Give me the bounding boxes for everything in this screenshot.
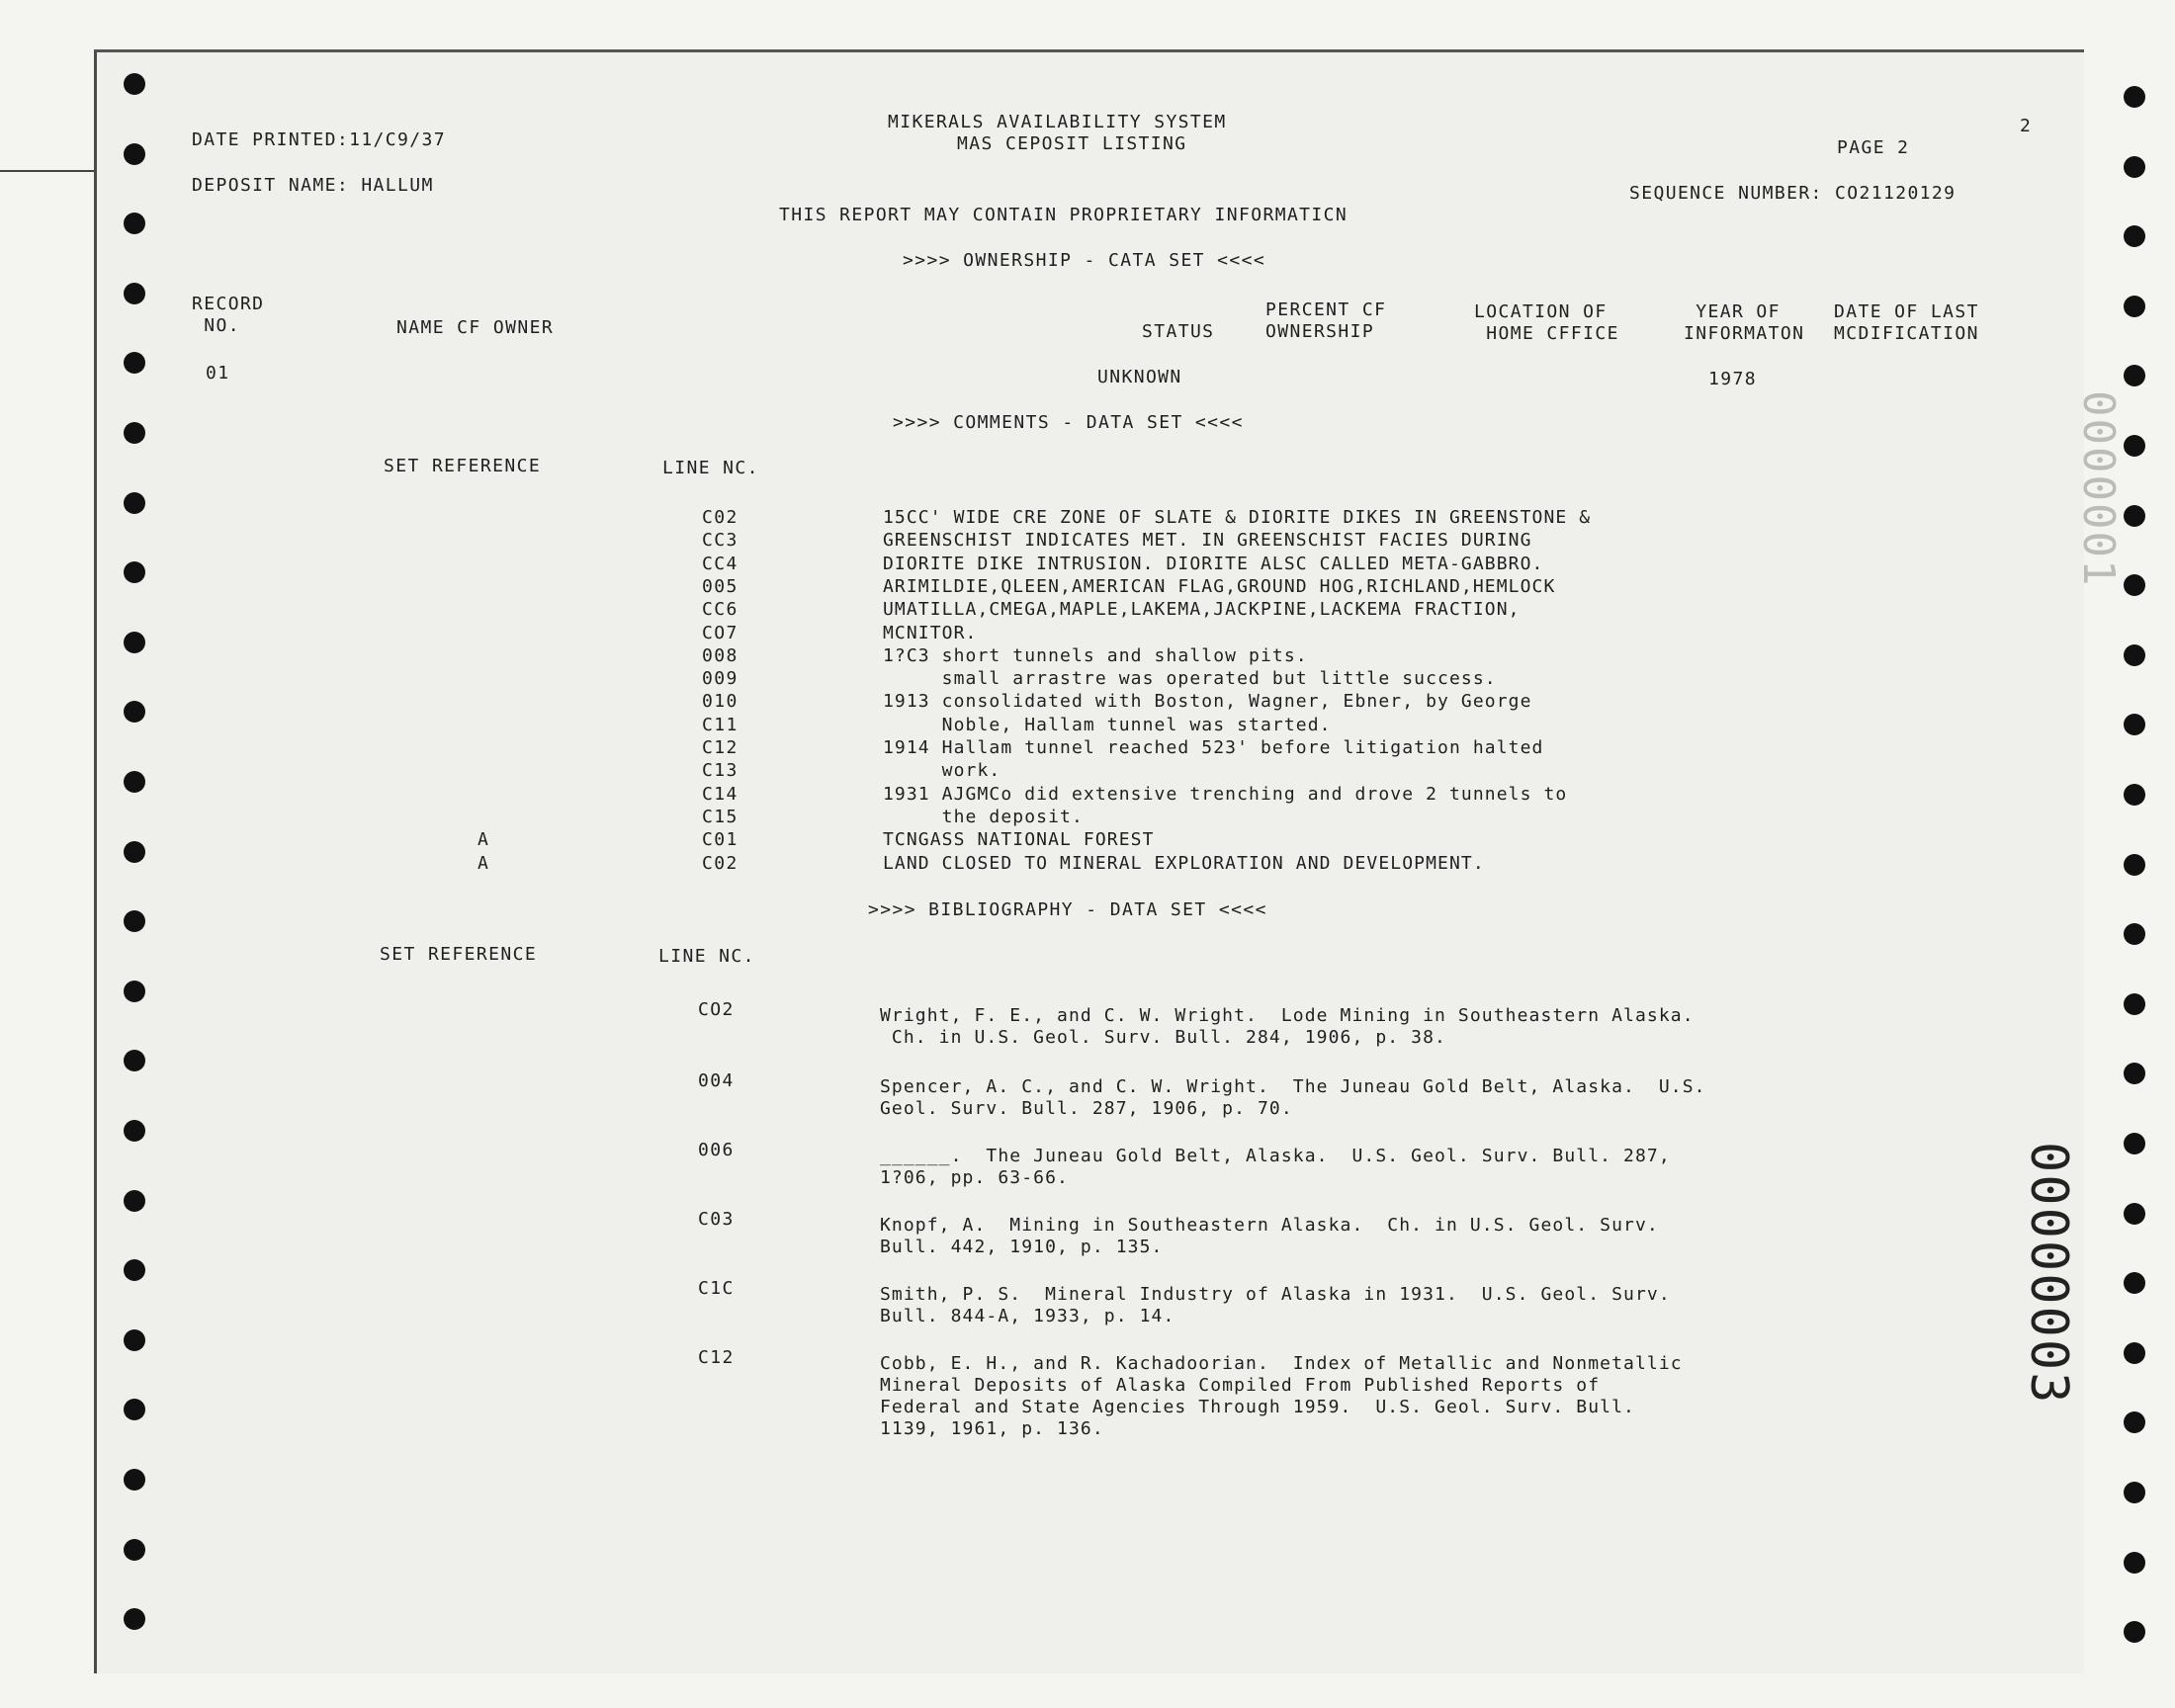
comment-line-no: C15 — [702, 807, 739, 827]
comment-text: 1?C3 short tunnels and shallow pits. — [883, 645, 1308, 666]
feed-hole — [124, 841, 145, 863]
col-date-last-modification: DATE OF LAST MCDIFICATION — [1834, 301, 1979, 344]
comment-text: UMATILLA,CMEGA,MAPLE,LAKEMA,JACKPINE,LACKEMA FRACTION, — [883, 599, 1521, 620]
bibliography-line-no: 006 — [698, 1140, 735, 1160]
feed-hole — [124, 422, 145, 444]
bibliography-line-no: CO2 — [698, 999, 735, 1020]
bibliography-col-set-reference: SET REFERENCE — [380, 944, 538, 965]
comment-line-no: C13 — [702, 760, 739, 781]
owner-year: 1978 — [1708, 369, 1757, 389]
comment-text: MCNITOR. — [883, 623, 978, 643]
comment-text: 1931 AJGMCo did extensive trenching and drove 2 tunnels to — [883, 784, 1568, 805]
feed-hole — [124, 283, 145, 304]
feed-hole — [124, 1190, 145, 1212]
bibliography-citation: ______. The Juneau Gold Belt, Alaska. U.S. Geol. Surv. Bull. 287, 1?06, pp. 63-66. — [880, 1146, 1671, 1188]
comment-line-no: 005 — [702, 576, 739, 597]
col-record-no: RECORD NO. — [192, 294, 265, 336]
comment-line-no: C02 — [702, 853, 739, 874]
comment-set-reference: A — [478, 829, 490, 850]
feed-hole — [2124, 505, 2145, 527]
feed-hole — [2124, 784, 2145, 806]
comment-line-no: C11 — [702, 715, 739, 735]
feed-hole — [2124, 574, 2145, 596]
feed-hole — [2124, 435, 2145, 457]
comment-text: 15CC' WIDE CRE ZONE OF SLATE & DIORITE DIKES IN GREENSTONE & — [883, 507, 1592, 528]
feed-hole — [2124, 86, 2145, 108]
comment-line-no: C14 — [702, 784, 739, 805]
feed-hole — [124, 1539, 145, 1561]
bibliography-col-line-no: LINE NC. — [658, 946, 755, 967]
bibliography-line-no: C03 — [698, 1209, 735, 1230]
col-location-home-office: LOCATION OF HOME CFFICE — [1474, 301, 1619, 344]
comment-text: small arrastre was operated but little success. — [883, 668, 1497, 689]
col-percent-ownership: PERCENT CF OWNERSHIP — [1265, 299, 1387, 342]
feed-hole — [2124, 156, 2145, 178]
date-printed: DATE PRINTED:11/C9/37 — [192, 129, 446, 150]
listing-name: MAS CEPOSIT LISTING — [957, 133, 1187, 154]
bibliography-citation: Smith, P. S. Mineral Industry of Alaska in 1931. U.S. Geol. Surv. Bull. 844-A, 1933, p. 14. — [880, 1284, 1671, 1326]
deposit-name: DEPOSIT NAME: HALLUM — [192, 175, 434, 196]
microfilm-stamp: 00000003 — [2019, 1142, 2078, 1406]
comment-text: the deposit. — [883, 807, 1084, 827]
feed-hole — [2124, 644, 2145, 666]
microfilm-stamp-faint: 0000001 — [2073, 390, 2124, 588]
comment-text: work. — [883, 760, 1001, 781]
printout-sheet — [94, 49, 2084, 1673]
feed-hole — [124, 1329, 145, 1351]
feed-hole — [2124, 225, 2145, 247]
sequence-number: SEQUENCE NUMBER: CO21120129 — [1629, 183, 1957, 204]
bibliography-citation: Cobb, E. H., and R. Kachadoorian. Index of Metallic and Nonmetallic Mineral Deposits of Alaska Compiled From Published Reports of Federal and State Agencies Through 1959. U.S. Geol. Surv. Bull. 1139, 1961, p. 136. — [880, 1353, 1683, 1439]
col-status: STATUS — [1142, 321, 1215, 342]
comment-text: LAND CLOSED TO MINERAL EXPLORATION AND DEVELOPMENT. — [883, 853, 1485, 874]
page-number: PAGE 2 — [1837, 137, 1910, 158]
bibliography-citation: Knopf, A. Mining in Southeastern Alaska. Ch. in U.S. Geol. Surv. Bull. 442, 1910, p. 135. — [880, 1215, 1659, 1257]
feed-hole — [2124, 1621, 2145, 1643]
feed-hole — [2124, 1272, 2145, 1294]
feed-hole — [2124, 365, 2145, 386]
feed-hole — [124, 771, 145, 793]
comment-text: ARIMILDIE,QLEEN,AMERICAN FLAG,GROUND HOG,RICHLAND,HEMLOCK — [883, 576, 1556, 597]
feed-hole — [2124, 993, 2145, 1015]
comment-text: TCNGASS NATIONAL FOREST — [883, 829, 1155, 850]
comment-line-no: C12 — [702, 737, 739, 758]
comments-section-title: >>>> COMMENTS - DATA SET <<<< — [893, 412, 1244, 433]
comment-line-no: 010 — [702, 691, 739, 712]
feed-hole — [124, 492, 145, 514]
feed-hole — [124, 73, 145, 95]
bibliography-line-no: 004 — [698, 1070, 735, 1091]
feed-hole — [2124, 1203, 2145, 1225]
comment-text: GREENSCHIST INDICATES MET. IN GREENSCHIST FACIES DURING — [883, 530, 1532, 551]
feed-hole — [2124, 1482, 2145, 1503]
comment-line-no: C01 — [702, 829, 739, 850]
bibliography-line-no: C1C — [698, 1278, 735, 1299]
comment-line-no: C02 — [702, 507, 739, 528]
margin-line — [0, 170, 94, 172]
comment-line-no: CC3 — [702, 530, 739, 551]
feed-hole — [2124, 923, 2145, 945]
comment-line-no: CO7 — [702, 623, 739, 643]
feed-hole — [124, 143, 145, 165]
owner-status: UNKNOWN — [1097, 367, 1182, 387]
feed-hole — [2124, 714, 2145, 735]
ownership-section-title: >>>> OWNERSHIP - CATA SET <<<< — [903, 250, 1266, 271]
comments-col-set-reference: SET REFERENCE — [384, 456, 542, 476]
proprietary-notice: THIS REPORT MAY CONTAIN PROPRIETARY INFORMATICN — [779, 205, 1348, 225]
feed-hole — [124, 1469, 145, 1491]
feed-hole — [2124, 854, 2145, 876]
bibliography-line-no: C12 — [698, 1347, 735, 1368]
feed-hole — [2124, 1133, 2145, 1154]
owner-record-no: 01 — [206, 363, 230, 384]
corner-number: 2 — [2020, 116, 2033, 136]
feed-hole — [124, 1120, 145, 1142]
feed-hole — [2124, 1342, 2145, 1364]
feed-hole — [2124, 1411, 2145, 1433]
bibliography-citation: Spencer, A. C., and C. W. Wright. The Juneau Gold Belt, Alaska. U.S. Geol. Surv. Bull. 287, 1906, p. 70. — [880, 1076, 1706, 1119]
comment-text: 1914 Hallam tunnel reached 523' before litigation halted — [883, 737, 1544, 758]
feed-hole — [2124, 1063, 2145, 1084]
system-name: MIKERALS AVAILABILITY SYSTEM — [888, 112, 1227, 132]
col-name-of-owner: NAME CF OWNER — [396, 317, 555, 338]
col-year-information: YEAR OF INFORMATON — [1684, 301, 1805, 344]
comment-set-reference: A — [478, 853, 490, 874]
comment-line-no: CC6 — [702, 599, 739, 620]
comment-line-no: CC4 — [702, 554, 739, 574]
feed-hole — [124, 632, 145, 653]
comments-col-line-no: LINE NC. — [662, 458, 759, 478]
bibliography-citation: Wright, F. E., and C. W. Wright. Lode Mining in Southeastern Alaska. Ch. in U.S. Geol. Surv. Bull. 284, 1906, p. 38. — [880, 1005, 1695, 1048]
comment-line-no: 009 — [702, 668, 739, 689]
comment-line-no: 008 — [702, 645, 739, 666]
comment-text: Noble, Hallam tunnel was started. — [883, 715, 1332, 735]
feed-hole — [2124, 296, 2145, 317]
feed-hole — [124, 981, 145, 1002]
comment-text: DIORITE DIKE INTRUSION. DIORITE ALSC CALLED META-GABBRO. — [883, 554, 1544, 574]
comment-text: 1913 consolidated with Boston, Wagner, Ebner, by George — [883, 691, 1532, 712]
feed-hole — [2124, 1552, 2145, 1574]
bibliography-section-title: >>>> BIBLIOGRAPHY - DATA SET <<<< — [868, 899, 1267, 920]
